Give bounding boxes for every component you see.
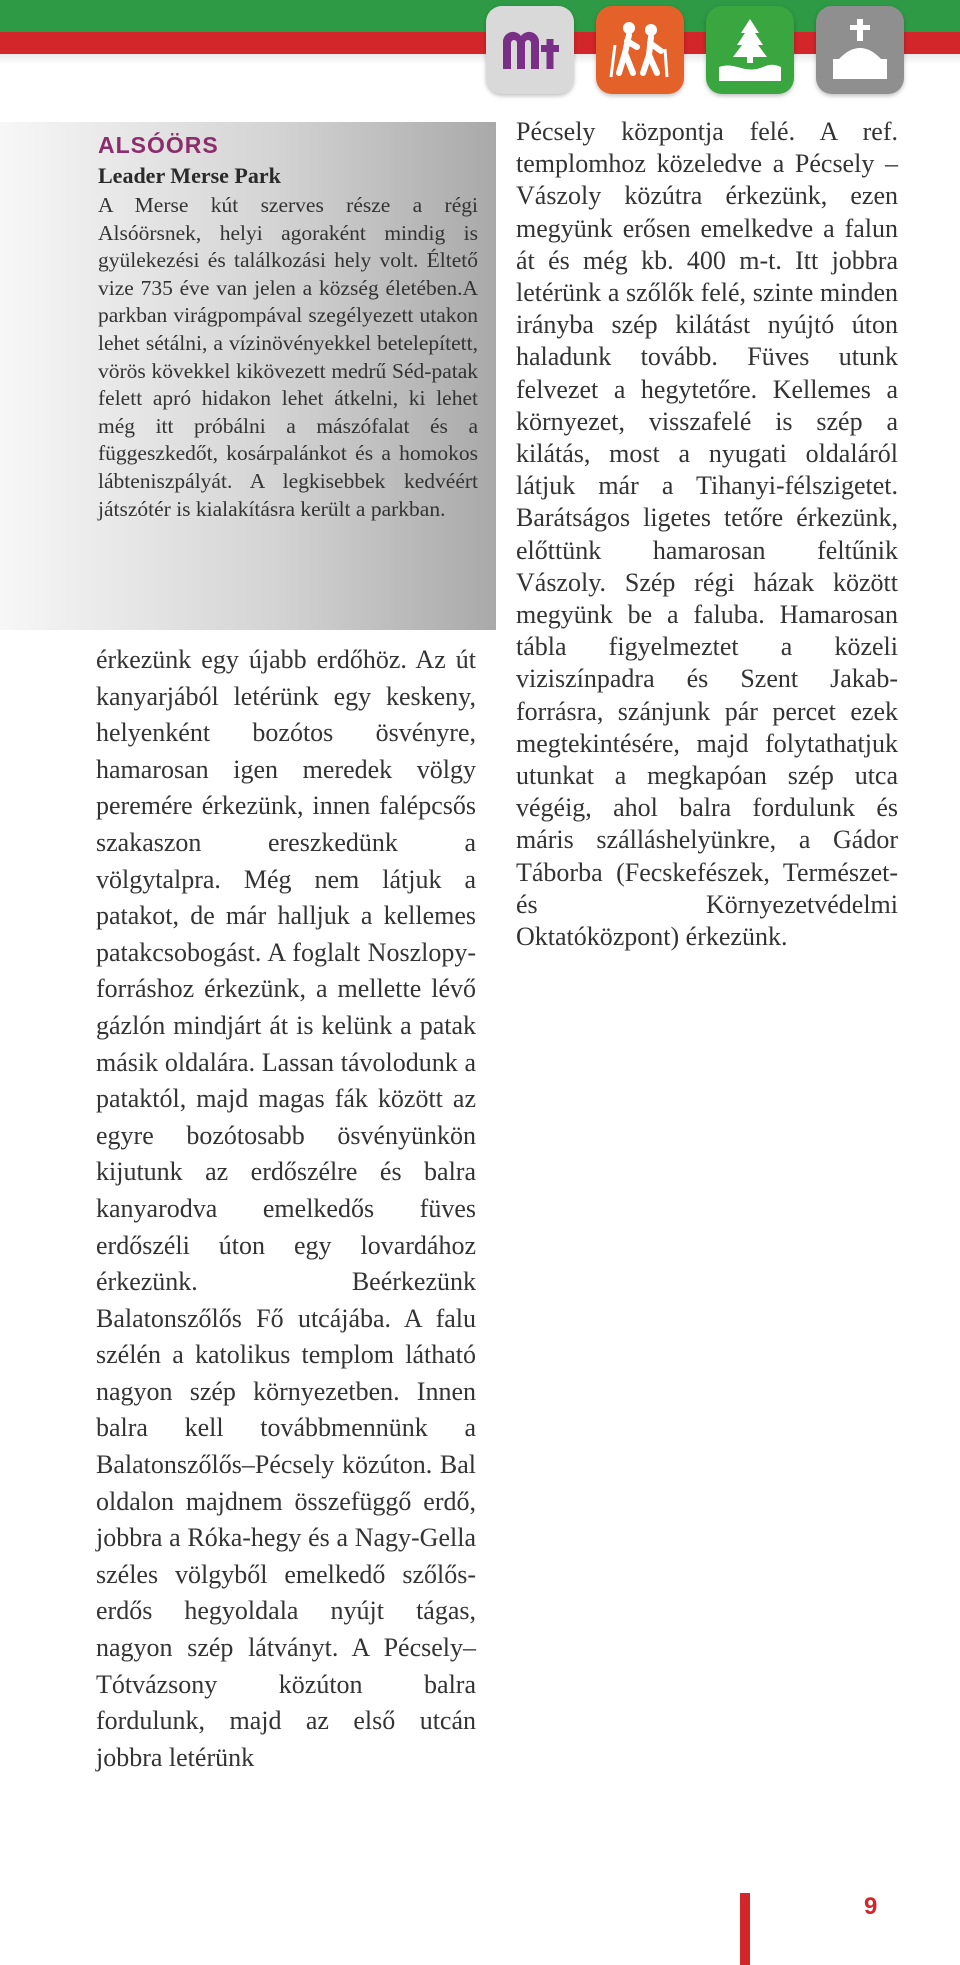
chapel-icon <box>816 6 904 94</box>
left-column <box>96 642 476 1776</box>
footer-red-bar <box>740 1893 750 1965</box>
forest-road-icon <box>706 6 794 94</box>
category-icons <box>486 6 904 94</box>
left-column-text: érkezünk egy újabb erdőhöz. Az út kanyarjából letérünk egy keskeny, helyenként bozótos ösvényre, hamarosan igen meredek völgy peremére érkezünk, innen falépcsős szakaszon ereszkedünk a völgytalpra. Még nem látjuk a patakot, de már halljuk a kellemes patakcsobogást. A foglalt Noszlopy-forráshoz érkezünk, a mellette lévő gázlón mindjárt át is kelünk a patak másik oldalára. Lassan távolodunk a pataktól, majd magas fák között az egyre bozótosabb ösvényünkön kijutunk az erdőszélre és balra kanyarodva emelkedős füves erdőszéli úton egy lovardához érkezünk. Beérkezünk Balatonszőlős Fő utcájába. A falu szélén a katolikus templom látható nagyon szép környezetben. Innen balra kell továbbmennünk a Balatonszőlős–Pécsely közúton. Bal oldalon majdnem összefüggő erdő, jobbra a Róka-hegy és a Nagy-Gella széles völgyből emelkedő szőlős-erdős hegyoldala nyújt tágas, nagyon szép látványt. A Pécsely–Tótvázsony közúton balra fordulunk, majd az első utcán jobbra letérünk <box>96 645 476 1772</box>
hikers-icon <box>596 6 684 94</box>
sidebar-text <box>98 192 478 523</box>
sidebar-paragraph: A Merse kút szerves része a régi Alsóörsnek, helyi agoraként mindig is gyülekezési és találkozási hely volt. Éltető vize 735 éve van jelen a község életében.A parkban virágpompával szegélyezett utakon lehet sétálni, a vízinövényekkel betelepített, vörös kövekkel kikövezett medrű Séd-patak felett apró hidakon lehet átkelni, ki lehet még itt próbálni a mászófalat és a függeszkedőt, kosárpalánkot és a homokos lábteniszpályát. A legkisebbek kedvéért játszótér is kialakításra került a parkban. <box>98 193 478 521</box>
sidebar-subtitle: Leader Merse Park <box>98 163 281 188</box>
m-plus-logo-icon <box>486 6 574 94</box>
right-column-text: Pécsely központja felé. A ref. templomhoz közeledve a Pécsely – Vászoly közútra érkezünk, ezen megyünk erősen emelkedve a falun át és még kb. 400 m-t. Itt jobbra letérünk a szőlők felé, szinte minden irányba szép kilátást nyújtó úton haladunk tovább. Füves utunk felvezet a hegytetőre. Kellemes a környezet, visszafelé is szép a kilátás, most a nyugati oldaláról látjuk már a Tihanyi-félszigetet. Barátságos ligetes tetőre érkezünk, előttünk hamarosan feltűnik Vászoly. Szép régi házak között megyünk be a faluba. Hamarosan tábla figyelmeztet a közeli viziszínpadra és Szent Jakab-forrásra, szánjunk pár percet ezek megtekintésére, majd folytathatjuk utunkat a megkapóan szép utca végéig, ahol balra fordulunk és máris szálláshelyünkre, a Gádor Táborba (Fecskefészek, Természet- és Környezetvédelmi Oktatóközpont) érkezünk. <box>516 117 898 952</box>
sidebar-title: ALSÓÖRS <box>98 132 219 158</box>
right-column <box>516 116 898 953</box>
page-number: 9 <box>864 1893 878 1920</box>
